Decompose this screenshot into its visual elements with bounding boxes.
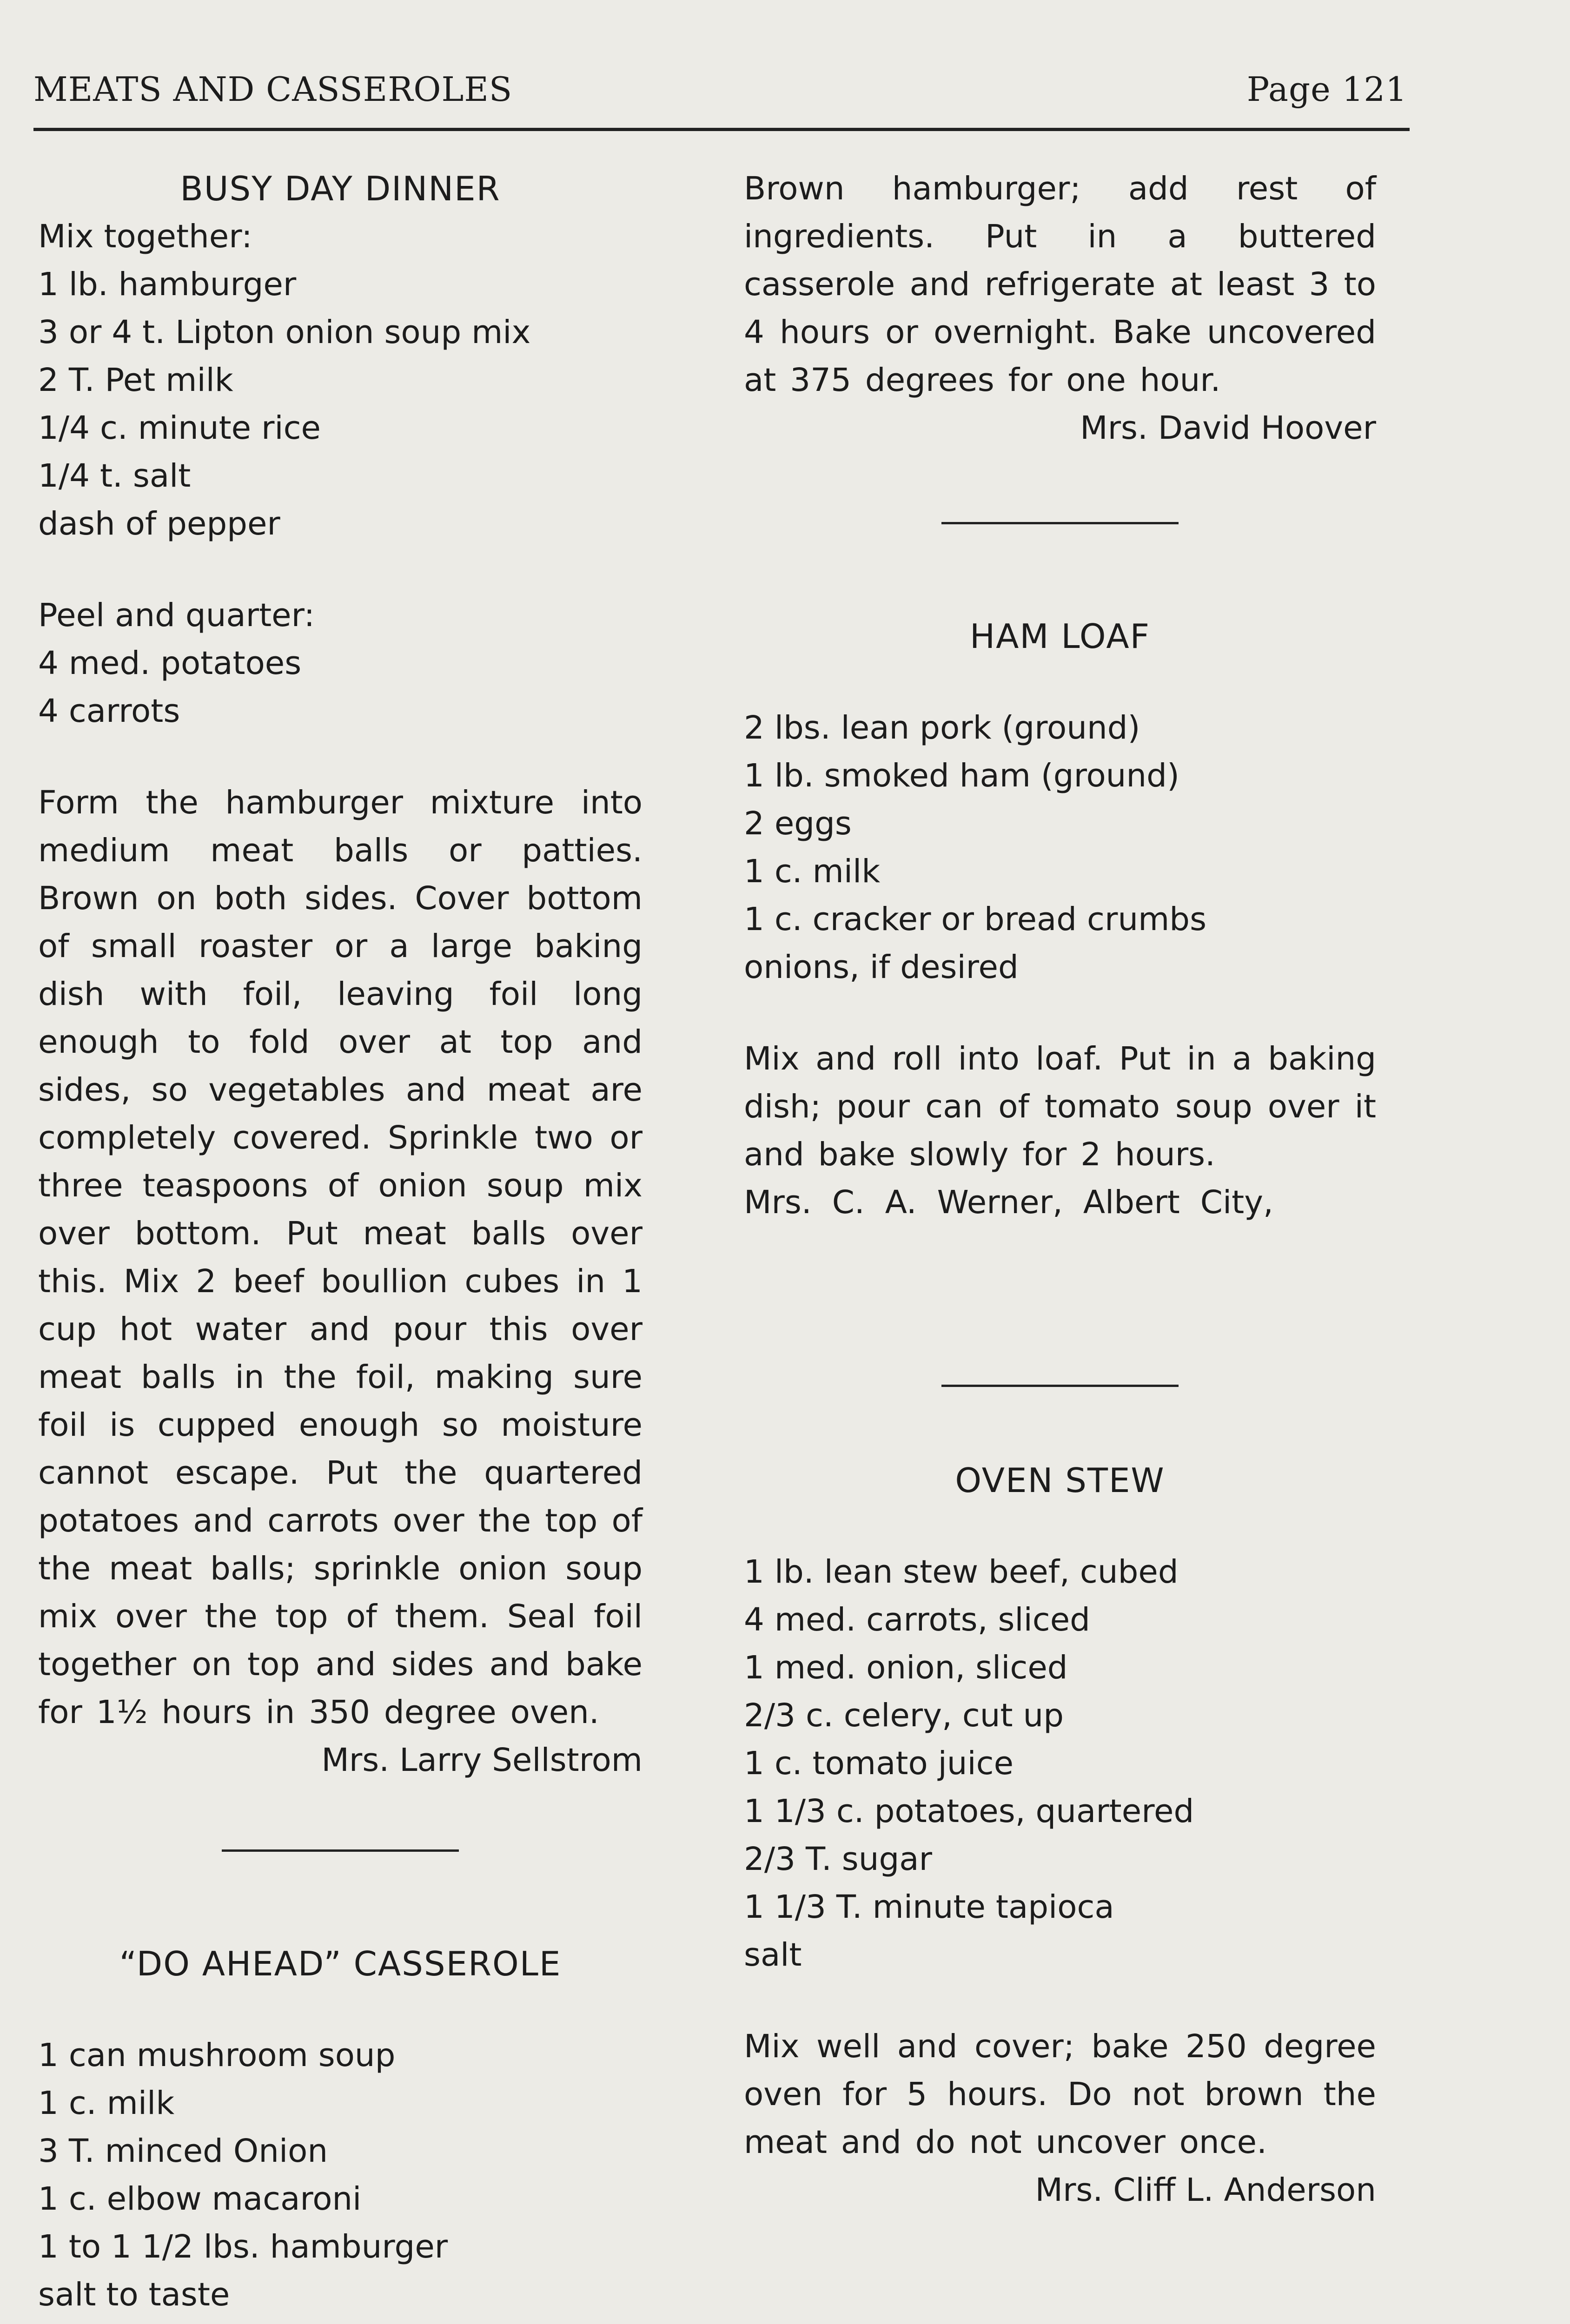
ingredient: 1 to 1 1/2 lbs. hamburger bbox=[38, 2228, 448, 2265]
section-title: MEATS AND CASSEROLES bbox=[33, 70, 513, 109]
ingredient: 4 carrots bbox=[38, 693, 180, 730]
recipe-directions: Brown hamburger; add rest of ingredients. Put in a buttered casserole and refrigerate at least 3 to 4 hours or overnight. Bake uncovered at 375 degrees for one hour. bbox=[744, 170, 1376, 399]
header-divider bbox=[33, 128, 1410, 131]
recipe-title: “DO AHEAD” CASSEROLE bbox=[119, 1944, 562, 1983]
recipe-directions: Mix well and cover; bake 250 degree oven for 5 hours. Do not brown the meat and do not uncover once. bbox=[744, 2028, 1376, 2161]
ingredient: 1 lb. lean stew beef, cubed bbox=[744, 1553, 1179, 1591]
ingredient: 1 c. milk bbox=[744, 853, 881, 890]
ingredient-group-heading: Peel and quarter: bbox=[38, 597, 315, 634]
ingredient: 1 lb. smoked ham (ground) bbox=[744, 757, 1179, 794]
recipe-do-ahead-casserole bbox=[38, 1940, 643, 2319]
recipe-title: HAM LOAF bbox=[969, 617, 1151, 656]
ingredient: 1 c. elbow macaroni bbox=[38, 2180, 362, 2218]
ingredient: 1 c. milk bbox=[38, 2085, 175, 2122]
ingredient: 3 or 4 t. Lipton onion soup mix bbox=[38, 314, 531, 351]
ingredient: 1 med. onion, sliced bbox=[744, 1649, 1068, 1686]
ingredient: 4 med. carrots, sliced bbox=[744, 1601, 1090, 1638]
page-number: Page 121 bbox=[1246, 70, 1407, 109]
ingredient: 4 med. potatoes bbox=[38, 645, 302, 682]
recipe-author: Mrs. C. A. Werner, Albert City, bbox=[744, 1184, 1273, 1221]
recipe-directions: Form the hamburger mixture into medium meat balls or patties. Brown on both sides. Cover bottom of small roaster or a large baking dish with foil, leaving foil long enough to fold over at top and sides, so vegetables and meat are completely covered. Sprinkle two or three teaspoons of onion soup mix over bottom. Put meat balls over this. Mix 2 beef boullion cubes in 1 cup hot water and pour this over meat balls in the foil, making sure foil is cupped enough so moisture cannot escape. Put the quartered potatoes and carrots over the top of the meat balls; sprinkle onion soup mix over the top of them. Seal foil together on top and sides and bake for 1½ hours in 350 degree oven. bbox=[38, 784, 643, 1731]
recipe-author: Mrs. David Hoover bbox=[1080, 409, 1376, 447]
ingredient: 1 c. cracker or bread crumbs bbox=[744, 901, 1207, 938]
ingredient: 2/3 T. sugar bbox=[744, 1841, 932, 1878]
recipe-ham-loaf bbox=[744, 613, 1376, 1227]
ingredient: 1 c. tomato juice bbox=[744, 1745, 1014, 1782]
recipe-author: Mrs. Larry Sellstrom bbox=[321, 1742, 643, 1779]
ingredient: onions, if desired bbox=[744, 949, 1019, 986]
recipe-busy-day-dinner bbox=[38, 165, 643, 1784]
ingredient: 2/3 c. celery, cut up bbox=[744, 1697, 1064, 1734]
ingredient: salt bbox=[744, 1936, 802, 1974]
ingredient: salt to taste bbox=[38, 2276, 230, 2313]
ingredient: 1 1/3 T. minute tapioca bbox=[744, 1888, 1114, 1926]
ingredient: 1 1/3 c. potatoes, quartered bbox=[744, 1793, 1194, 1830]
ingredient: 1 can mushroom soup bbox=[38, 2037, 396, 2074]
ingredient: 1/4 t. salt bbox=[38, 457, 191, 495]
recipe-title: BUSY DAY DINNER bbox=[180, 169, 501, 208]
ingredient: 1/4 c. minute rice bbox=[38, 409, 321, 447]
ingredient-group-heading: Mix together: bbox=[38, 218, 252, 255]
left-column bbox=[38, 165, 643, 2319]
ingredient: dash of pepper bbox=[38, 505, 280, 542]
ingredient: 2 lbs. lean pork (ground) bbox=[744, 709, 1140, 746]
recipe-directions: Mix and roll into loaf. Put in a baking dish; pour can of tomato soup over it and bake slowly for 2 hours. bbox=[744, 1040, 1376, 1173]
recipe-oven-stew bbox=[744, 1457, 1376, 2214]
right-column bbox=[744, 165, 1376, 2214]
recipe-do-ahead-casserole-continued bbox=[744, 165, 1376, 452]
ingredient: 1 lb. hamburger bbox=[38, 266, 297, 303]
recipe-author: Mrs. Cliff L. Anderson bbox=[1035, 2172, 1376, 2209]
recipe-title: OVEN STEW bbox=[955, 1461, 1165, 1500]
ingredient: 2 T. Pet milk bbox=[38, 362, 233, 399]
ingredient: 2 eggs bbox=[744, 805, 852, 842]
ingredient: 3 T. minced Onion bbox=[38, 2133, 328, 2170]
